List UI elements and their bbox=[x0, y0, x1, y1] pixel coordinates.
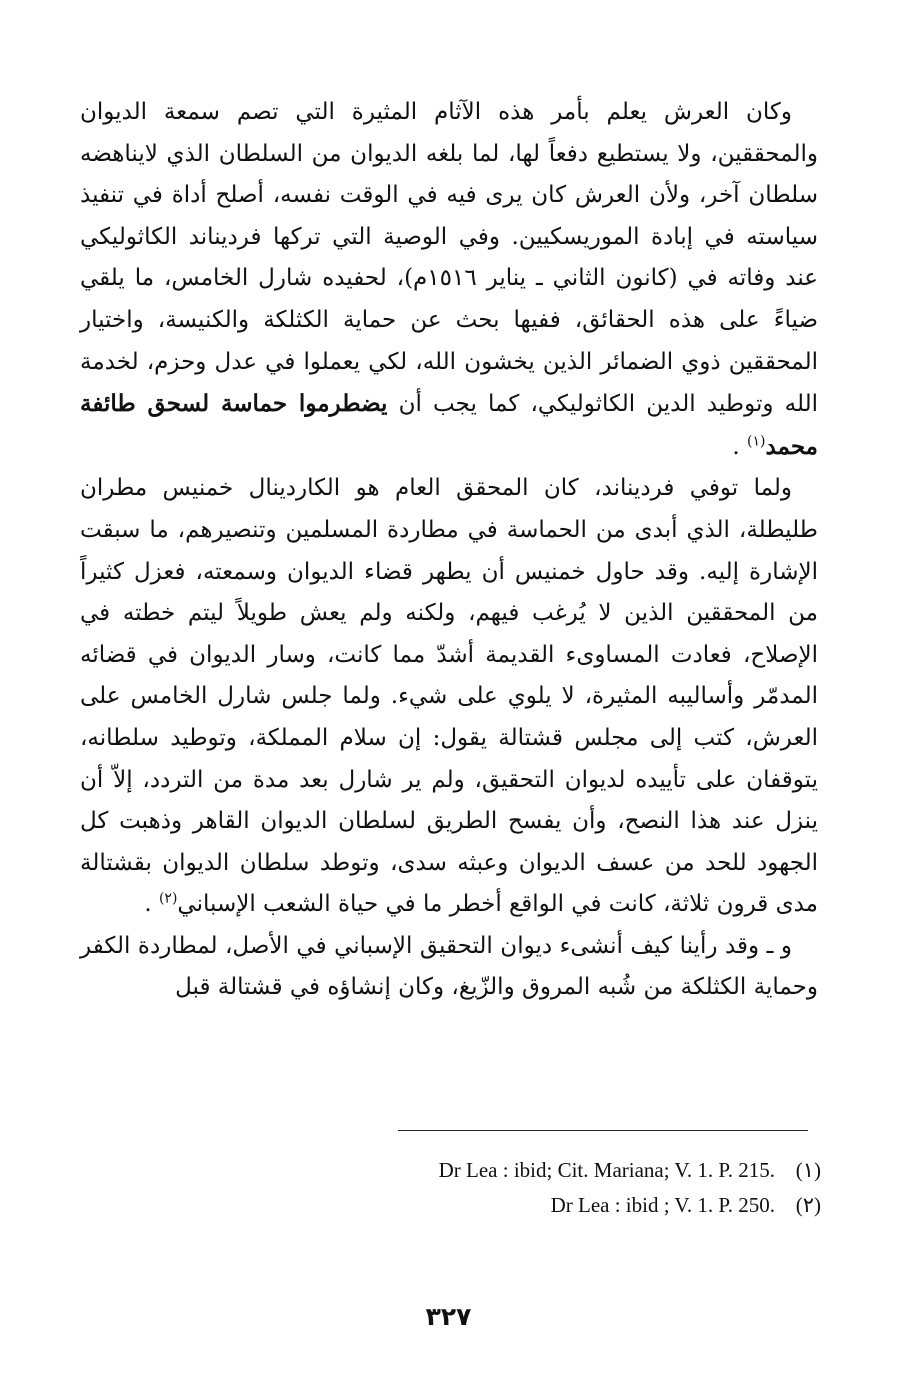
footnote-1 bbox=[221, 1158, 821, 1193]
footnote-2 bbox=[221, 1193, 821, 1228]
paragraph-2-text: ولما توفي فرديناند، كان المحقق العام هو الكاردينال خمنيس مطران طليطلة، الذي أبدى من الحماسة في مطاردة المسلمين وتنصيرهم، ما سبقت الإشارة إليه. وقد حاول خمنيس أن يطهر قضاء الديوان وسمعته، فعزل كثيراً من المحققين الذين لا يُرغب فيهم، ولكنه ولم يعش طويلاً ليتم خطته في الإصلاح، فعادت المساوىء القديمة أشدّ مما كانت، وسار الديوان في قضائه المدمّر وأساليبه المثيرة، لا يلوي على شيء. ولما جلس شارل الخامس على العرش، كتب إلى مجلس قشتالة يقول: إن سلام المملكة، وتوطيد سلطانه، يتوقفان على تأييده لديوان التحقيق، ولم ير شارل بعد مدة من التردد، إلاّ أن ينزل عند هذا النصح، وأن يفسح الطريق لسلطان الديوان القاهر وذهبت كل الجهود للحد من عسف الديوان وعبثه سدى، وتوطد سلطان الديوان بقشتالة مدى قرون ثلاثة، كانت في الواقع أخطر ما في حياة الشعب الإسباني bbox=[80, 475, 818, 918]
footnote-1-number: (١) bbox=[795, 1158, 821, 1182]
paragraph-1-end: . bbox=[732, 433, 747, 460]
paragraph-1-text: وكان العرش يعلم بأمر هذه الآثام المثيرة التي تصم سمعة الديوان والمحققين، ولا يستطيع دفعاً لها، لما بلغه الديوان من السلطان الذي لايناهضه سلطان آخر، ولأن العرش كان يرى فيه في الوقت نفسه، أصلح أداة في تنفيذ سياسته في إبادة الموريسكيين. وفي الوصية التي تركها فرديناند الكاثوليكي عند وفاته في (كانون الثاني ـ يناير ١٥١٦م)، لحفيده شارل الخامس، ما يلقي ضياءً على هذه الحقائق، ففيها بحث عن حماية الكثلكة والكنيسة، واختيار المحققين ذوي الضمائر الذين يخشون الله، لكي يعملوا في عدل وحزم، لخدمة الله وتوطيد الدين الكاثوليكي، كما يجب أن bbox=[80, 99, 819, 418]
footnote-ref-2: (٢) bbox=[158, 890, 178, 907]
footnote-2-text: Dr Lea : ibid ; V. 1. P. 250. bbox=[550, 1193, 775, 1217]
footnote-divider bbox=[398, 1130, 808, 1131]
paragraph-2-end: . bbox=[144, 891, 159, 918]
footnote-2-number: (٢) bbox=[795, 1193, 821, 1217]
footnotes bbox=[221, 1158, 821, 1228]
paragraph-2 bbox=[80, 468, 818, 926]
paragraph-3-text: و ـ وقد رأينا كيف أنشىء ديوان التحقيق الإسباني في الأصل، لمطاردة الكفر وحماية الكثلكة من شُبه المروق والزّيغ، وكان إنشاؤه في قشتالة قبل bbox=[80, 932, 818, 1001]
paragraph-1-bold-text: يضطرموا حماسة لسحق طائفة محمد bbox=[80, 390, 818, 460]
body-text bbox=[80, 92, 818, 1009]
footnote-1-text: Dr Lea : ibid; Cit. Mariana; V. 1. P. 215. bbox=[438, 1158, 775, 1182]
paragraph-1 bbox=[80, 92, 818, 468]
paragraph-3 bbox=[80, 926, 818, 1009]
footnote-ref-1: (١) bbox=[746, 433, 766, 450]
page-number: ٣٢٧ bbox=[425, 1302, 472, 1331]
